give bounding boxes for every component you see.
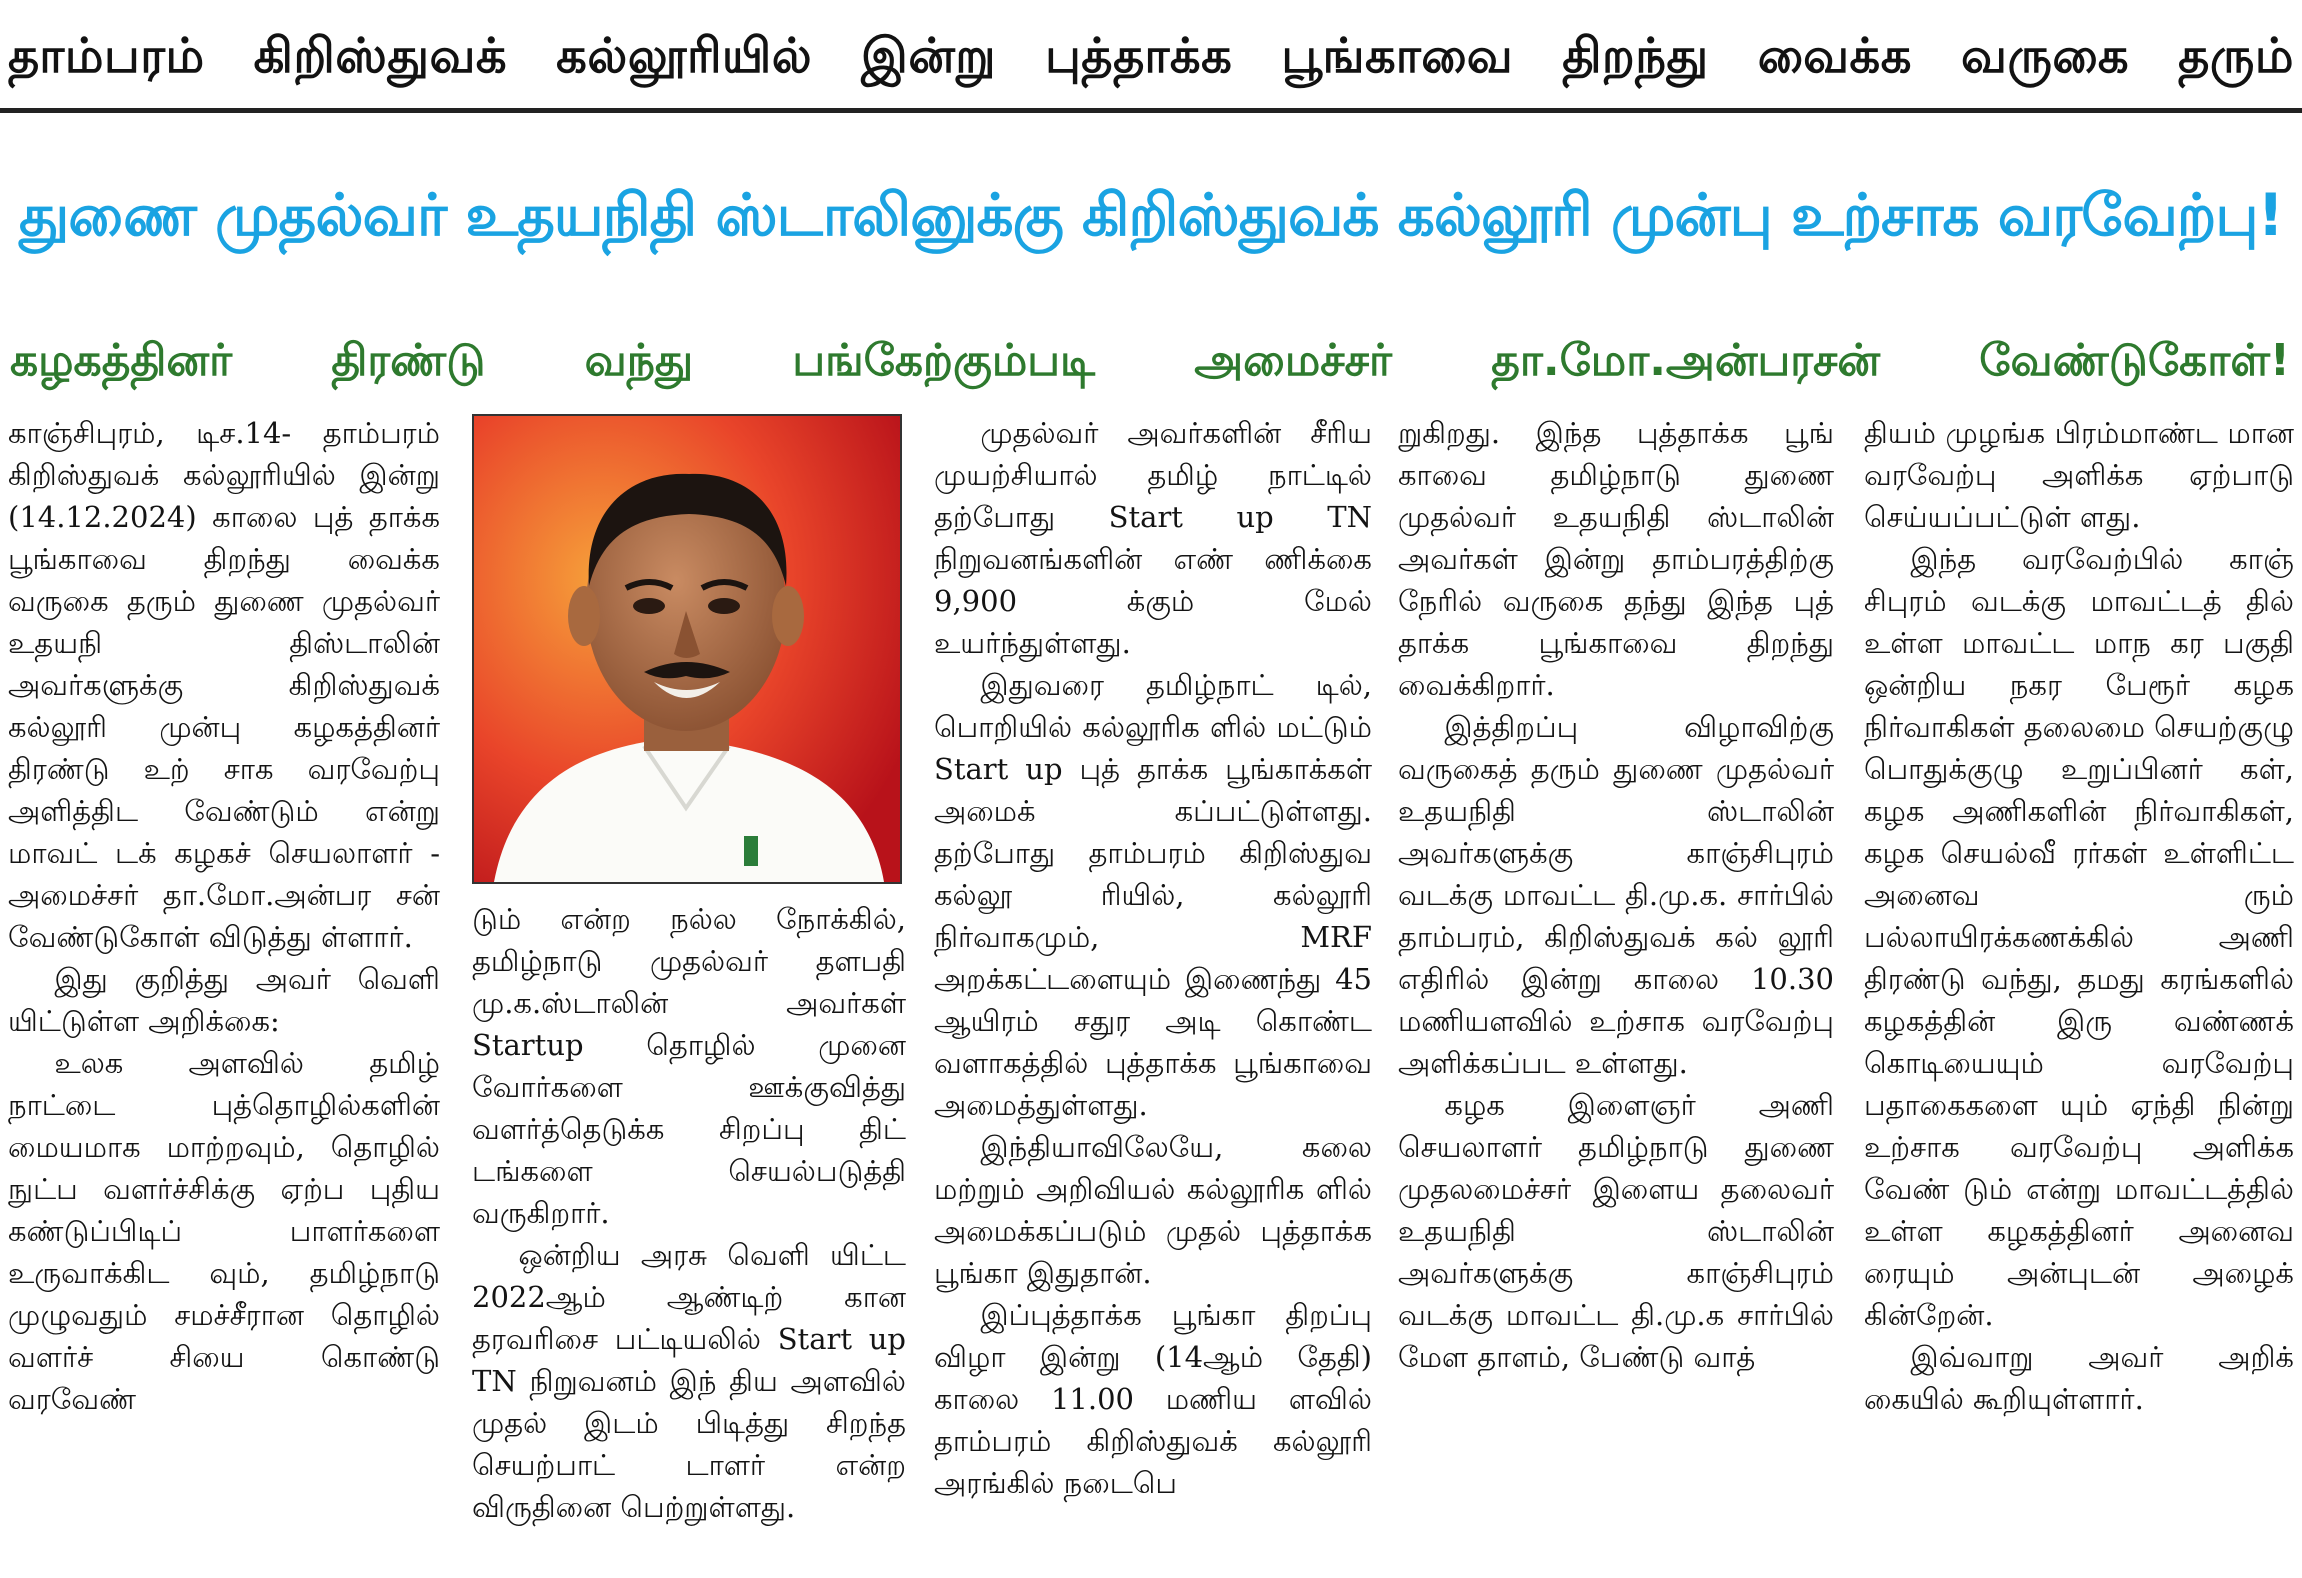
main-headline: துணை முதல்வர் உதயநிதி ஸ்டாலினுக்கு கிறிஸ்துவக் கல்லூரி முன்பு உற்சாக வரவேற்பு! <box>18 181 2284 249</box>
article-column-4 <box>1398 412 1834 1578</box>
paragraph: இந்த வரவேற்பில் காஞ் சிபுரம் வடக்கு மாவட்டத் தில் உள்ள மாவட்ட மாந கர பகுதி ஒன்றிய நகர பேரூர் கழக நிர்வாகிகள் தலைமை செயற்குழு பொதுக்குழு உறுப்பினர் கள், கழக அணிகளின் நிர்வாகிகள், கழக செயல்வீ ரர்கள் உள்ளிட்ட அனைவ ரும் பல்லாயிரக்கணக்கில் அணி திரண்டு வந்து, தமது கரங்களில் கழகத்தின் இரு வண்ணக் கொடியையும் வரவேற்பு பதாகைகளை யும் ஏந்தி நின்று உற்சாக வரவேற்பு அளிக்க வேண் டும் என்று மாவட்டத்தில் உள்ள கழகத்தினர் அனைவ ரையும் அன்புடன் அழைக் கின்றேன். <box>1864 542 2294 1332</box>
kicker-headline: தாம்பரம் கிறிஸ்துவக் கல்லூரியில் இன்று புத்தாக்க பூங்காவை திறந்து வைக்க வருகை தரும் <box>8 28 2294 84</box>
article-column-1 <box>8 412 440 1578</box>
sub-headline: கழகத்தினர் திரண்டு வந்து பங்கேற்கும்படி அமைச்சர் தா.மோ.அன்பரசன் வேண்டுகோள்! <box>10 335 2290 386</box>
paragraph: இவ்வாறு அவர் அறிக் கையில் கூறியுள்ளார். <box>1864 1340 2294 1416</box>
portrait-image <box>474 416 900 882</box>
paragraph: இது குறித்து அவர் வெளி யிட்டுள்ள அறிக்கை: <box>8 962 440 1038</box>
paragraph: உலக அளவில் தமிழ் நாட்டை புத்தொழில்களின் மையமாக மாற்றவும், தொழில் நுட்ப வளர்ச்சிக்கு ஏற்ப புதிய கண்டுப்பிடிப் பாளர்களை உருவாக்கிட வும், தமிழ்நாடு முழுவதும் சமச்சீரான தொழில் வளர்ச் சியை கொண்டு வரவேண் <box>8 1046 440 1416</box>
paragraph: டும் என்ற நல்ல நோக்கில், தமிழ்நாடு முதல்வர் தளபதி மு.க.ஸ்டாலின் அவர்கள் Startup தொழில் முனை வோர்களை ஊக்குவித்து வளர்த்தெடுக்க சிறப்பு திட் டங்களை செயல்படுத்தி வருகிறார். <box>472 902 906 1230</box>
portrait-photo <box>472 414 902 884</box>
paragraph: காஞ்சிபுரம், டிச.14- தாம்பரம் கிறிஸ்துவக் கல்லூரியில் இன்று (14.12.2024) காலை புத் தாக்க பூங்காவை திறந்து வைக்க வருகை தரும் துணை முதல்வர் உதயநி திஸ்டாலின் அவர்களுக்கு கிறிஸ்துவக் கல்லூரி முன்பு கழகத்தினர் திரண்டு உற் சாக வரவேற்பு அளித்திட வேண்டும் என்று மாவட் டக் கழகச் செயலாளர் - அமைச்சர் தா.மோ.அன்பர சன் வேண்டுகோள் விடுத்து ள்ளார். <box>8 416 440 954</box>
paragraph: இத்திறப்பு விழாவிற்கு வருகைத் தரும் துணை முதல்வர் உதயநிதி ஸ்டாலின் அவர்களுக்கு காஞ்சிபுரம் வடக்கு மாவட்ட தி.மு.க. சார்பில் தாம்பரம், கிறிஸ்துவக் கல் லூரி எதிரில் இன்று காலை 10.30 மணியளவில் உற்சாக வரவேற்பு அளிக்கப்பட உள்ளது. <box>1398 710 1834 1080</box>
paragraph: ஒன்றிய அரசு வெளி யிட்ட 2022ஆம் ஆண்டிற் கான தரவரிசை பட்டியலில் Start up TN நிறுவனம் இந் திய அளவில் முதல் இடம் பிடித்து சிறந்த செயற்பாட் டாளர் என்ற விருதினை பெற்றுள்ளது. <box>472 1238 906 1524</box>
paragraph: தியம் முழங்க பிரம்மாண்ட மான வரவேற்பு அளிக்க ஏற்பாடு செய்யப்பட்டுள் ளது. <box>1864 416 2294 534</box>
article-column-3 <box>934 412 1372 1578</box>
paragraph: றுகிறது. இந்த புத்தாக்க பூங் காவை தமிழ்நாடு துணை முதல்வர் உதயநிதி ஸ்டாலின் அவர்கள் இன்று தாம்பரத்திற்கு நேரில் வருகை தந்து இந்த புத் தாக்க பூங்காவை திறந்து வைக்கிறார். <box>1398 416 1834 702</box>
article-column-2 <box>472 898 906 1578</box>
paragraph: இந்தியாவிலேயே, கலை மற்றும் அறிவியல் கல்லூரிக ளில் அமைக்கப்படும் முதல் புத்தாக்க பூங்கா இதுதான். <box>934 1130 1372 1290</box>
article-column-5 <box>1864 412 2294 1578</box>
paragraph: முதல்வர் அவர்களின் சீரிய முயற்சியால் தமிழ் நாட்டில் தற்போது Start up TN நிறுவனங்களின் எண் ணிக்கை 9,900 க்கும் மேல் உயர்ந்துள்ளது. <box>934 416 1372 660</box>
paragraph: இப்புத்தாக்க பூங்கா திறப்பு விழா இன்று (14ஆம் தேதி) காலை 11.00 மணிய ளவில் தாம்பரம் கிறிஸ்துவக் கல்லூரி அரங்கில் நடைபெ <box>934 1298 1372 1500</box>
kicker-rule <box>0 108 2302 113</box>
paragraph: இதுவரை தமிழ்நாட் டில், பொறியில் கல்லூரிக ளில் மட்டும் Start up புத் தாக்க பூங்காக்கள் அமைக் கப்பட்டுள்ளது. தற்போது தாம்பரம் கிறிஸ்துவ கல்லூ ரியில், கல்லூரி நிர்வாகமும், MRF அறக்கட்டளையும் இணைந்து 45 ஆயிரம் சதுர அடி கொண்ட வளாகத்தில் புத்தாக்க பூங்காவை அமைத்துள்ளது. <box>934 668 1372 1122</box>
paragraph: கழக இளைஞர் அணி செயலாளர் தமிழ்நாடு துணை முதலமைச்சர் இளைய தலைவர் உதயநிதி ஸ்டாலின் அவர்களுக்கு காஞ்சிபுரம் வடக்கு மாவட்ட தி.மு.க சார்பில் மேள தாளம், பேண்டு வாத் <box>1398 1088 1834 1374</box>
